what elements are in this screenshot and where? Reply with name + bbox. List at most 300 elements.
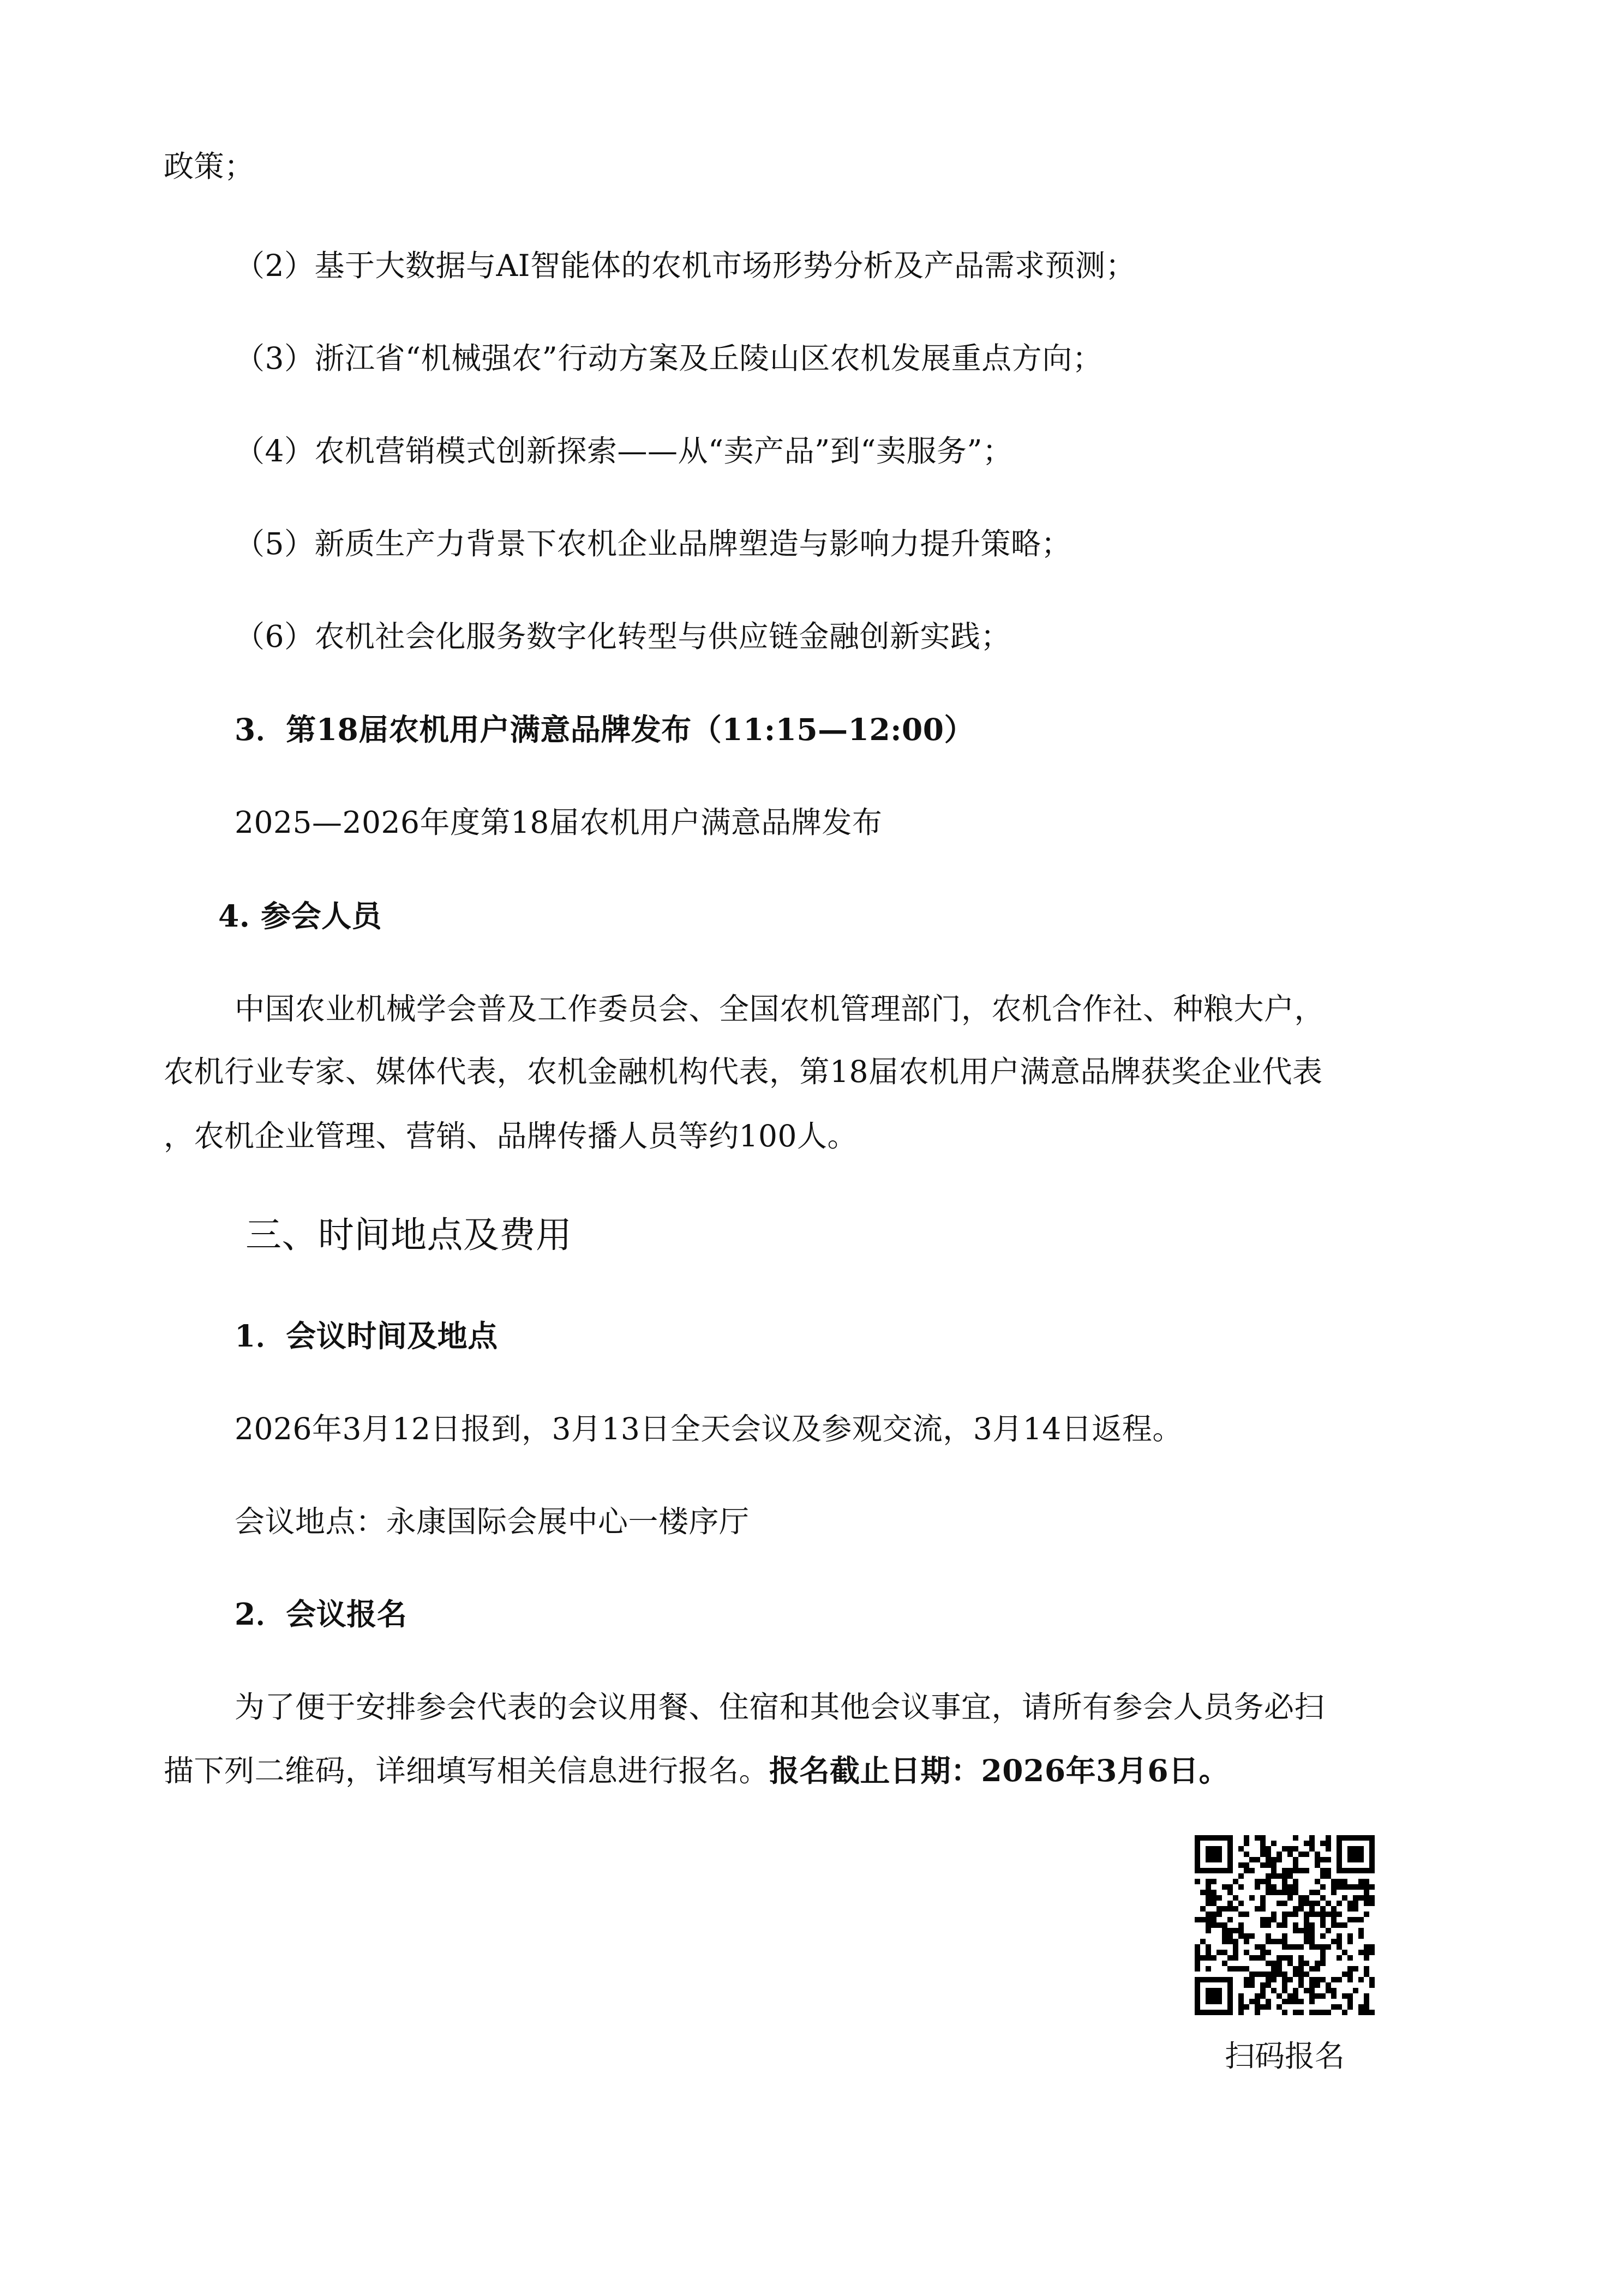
- qr-module: [1298, 1982, 1304, 1988]
- qr-module: [1277, 1972, 1282, 1977]
- qr-module: [1304, 1852, 1309, 1857]
- qr-module: [1347, 1999, 1353, 2004]
- qr-module: [1326, 1944, 1331, 1950]
- qr-module: [1238, 2004, 1244, 2010]
- topic-item-3: （3）浙江省“机械强农”行动方案及丘陵山区农机发展重点方向；: [235, 341, 1103, 376]
- qr-module: [1266, 1999, 1271, 2004]
- qr-module: [1238, 1862, 1244, 1868]
- qr-module: [1271, 1988, 1277, 1993]
- qr-module: [1282, 1884, 1287, 1890]
- qr-module: [1195, 1950, 1200, 1955]
- qr-module: [1244, 1977, 1249, 1982]
- qr-module: [1206, 1966, 1211, 1972]
- qr-module: [1293, 1846, 1298, 1852]
- qr-module: [1315, 1961, 1320, 1966]
- qr-module: [1315, 1857, 1320, 1862]
- qr-module: [1260, 1917, 1266, 1922]
- qr-module: [1238, 1884, 1244, 1890]
- qr-module: [1347, 1939, 1353, 1944]
- qr-module: [1358, 1879, 1364, 1884]
- qr-module: [1260, 1841, 1266, 1846]
- qr-module: [1358, 1917, 1364, 1922]
- qr-module: [1304, 1901, 1309, 1906]
- qr-module: [1244, 1933, 1249, 1939]
- qr-module: [1244, 2004, 1249, 2010]
- registration-instruction: 描下列二维码，详细填写相关信息进行报名。: [164, 1753, 770, 1788]
- qr-module: [1358, 2010, 1364, 2015]
- qr-module: [1353, 1988, 1358, 1993]
- qr-module: [1337, 1884, 1342, 1890]
- qr-module: [1249, 1933, 1255, 1939]
- qr-module: [1282, 1846, 1287, 1852]
- qr-module: [1287, 1868, 1293, 1873]
- qr-module: [1320, 1977, 1326, 1982]
- qr-module: [1369, 1901, 1375, 1906]
- qr-module: [1266, 1862, 1271, 1868]
- qr-module: [1227, 1955, 1233, 1961]
- qr-module: [1320, 1884, 1326, 1890]
- qr-module: [1364, 1895, 1369, 1901]
- qr-module: [1320, 1873, 1326, 1879]
- qr-module: [1364, 2004, 1369, 2010]
- meeting-place-text: 会议地点：永康国际会展中心一楼序厅: [235, 1504, 750, 1539]
- qr-module: [1233, 1966, 1238, 1972]
- qr-module: [1227, 1928, 1233, 1933]
- qr-module: [1320, 1922, 1326, 1928]
- qr-module: [1277, 1873, 1282, 1879]
- qr-module: [1211, 1890, 1216, 1895]
- qr-module: [1238, 1966, 1244, 1972]
- qr-module: [1277, 1955, 1282, 1961]
- qr-module: [1227, 1884, 1233, 1890]
- qr-module: [1249, 1857, 1255, 1862]
- qr-module: [1195, 1917, 1200, 1922]
- qr-module: [1277, 1961, 1282, 1966]
- qr-module: [1353, 1895, 1358, 1901]
- qr-module: [1255, 1955, 1260, 1961]
- qr-module: [1309, 1999, 1315, 2004]
- qr-module: [1315, 1852, 1320, 1857]
- qr-module: [1206, 1928, 1211, 1933]
- qr-module: [1326, 1988, 1331, 1993]
- qr-module: [1298, 2010, 1304, 2015]
- qr-module: [1216, 1912, 1222, 1917]
- qr-module: [1315, 1890, 1320, 1895]
- qr-module: [1255, 1857, 1260, 1862]
- qr-module: [1195, 1944, 1200, 1950]
- qr-module: [1364, 1944, 1369, 1950]
- qr-module: [1293, 1944, 1298, 1950]
- qr-module: [1233, 1944, 1238, 1950]
- qr-module: [1282, 1879, 1287, 1884]
- topic-item-2: （2）基于大数据与AI智能体的农机市场形势分析及产品需求预测；: [235, 248, 1136, 283]
- qr-module: [1266, 1939, 1271, 1944]
- qr-module: [1369, 1977, 1375, 1982]
- section3-body: 2025—2026年度第18届农机用户满意品牌发布: [235, 805, 883, 840]
- qr-module: [1298, 1944, 1304, 1950]
- registration-line-1: 为了便于安排参会代表的会议用餐、住宿和其他会议事宜，请所有参会人员务必扫: [235, 1690, 1325, 1724]
- qr-module: [1271, 1841, 1277, 1846]
- qr-module: [1287, 1912, 1293, 1917]
- qr-module: [1266, 1846, 1271, 1852]
- qr-caption: 扫码报名: [1225, 2039, 1345, 2073]
- topic-item-4: （4）农机营销模式创新探索——从“卖产品”到“卖服务”；: [235, 434, 1013, 468]
- qr-module: [1304, 1895, 1309, 1901]
- qr-module: [1249, 1999, 1255, 2004]
- participants-line-2: 农机行业专家、媒体代表，农机金融机构代表，第18届农机用户满意品牌获奖企业代表: [164, 1054, 1323, 1089]
- qr-module: [1244, 1982, 1249, 1988]
- qr-module: [1244, 1939, 1249, 1944]
- qr-module: [1331, 1884, 1337, 1890]
- qr-module: [1271, 1873, 1277, 1879]
- qr-module: [1320, 1857, 1326, 1862]
- qr-module: [1309, 1966, 1315, 1972]
- qr-module: [1238, 1922, 1244, 1928]
- qr-module: [1238, 1846, 1244, 1852]
- qr-module: [1342, 1884, 1347, 1890]
- qr-module: [1282, 1939, 1287, 1944]
- qr-module: [1315, 2010, 1320, 2015]
- qr-module: [1238, 1901, 1244, 1906]
- qr-module: [1266, 1879, 1271, 1884]
- qr-module: [1266, 1950, 1271, 1955]
- qr-module: [1309, 1944, 1315, 1950]
- qr-module: [1249, 1895, 1255, 1901]
- qr-module: [1337, 2004, 1342, 2010]
- qr-module: [1358, 1895, 1364, 1901]
- qr-module: [1337, 1922, 1342, 1928]
- qr-module: [1293, 1879, 1298, 1884]
- qr-module: [1244, 1862, 1249, 1868]
- qr-module: [1320, 1933, 1326, 1939]
- qr-module: [1298, 1895, 1304, 1901]
- qr-module: [1347, 1993, 1353, 1999]
- qr-module: [1304, 1917, 1309, 1922]
- qr-module: [1369, 1950, 1375, 1955]
- qr-module: [1266, 1933, 1271, 1939]
- qr-module: [1358, 1950, 1364, 1955]
- qr-module: [1331, 1993, 1337, 1999]
- qr-module: [1266, 1884, 1271, 1890]
- qr-module: [1233, 1955, 1238, 1961]
- qr-module: [1331, 1890, 1337, 1895]
- qr-module: [1200, 1917, 1206, 1922]
- qr-module: [1320, 1868, 1326, 1873]
- qr-module: [1271, 1972, 1277, 1977]
- qr-module: [1337, 1939, 1342, 1944]
- qr-module: [1238, 1928, 1244, 1933]
- qr-module: [1206, 1890, 1211, 1895]
- qr-module: [1293, 1868, 1298, 1873]
- qr-module: [1342, 1993, 1347, 1999]
- qr-module: [1315, 1982, 1320, 1988]
- qr-code-icon[interactable]: [1195, 1835, 1375, 2015]
- qr-module: [1260, 1972, 1266, 1977]
- qr-module: [1260, 1895, 1266, 1901]
- qr-module: [1326, 1868, 1331, 1873]
- qr-module: [1282, 1972, 1287, 1977]
- qr-module: [1222, 1939, 1227, 1944]
- qr-module: [1282, 1944, 1287, 1950]
- qr-module: [1206, 1901, 1211, 1906]
- qr-module: [1255, 1972, 1260, 1977]
- qr-module: [1331, 1879, 1337, 1884]
- qr-module: [1358, 1933, 1364, 1939]
- qr-module: [1342, 2010, 1347, 2015]
- qr-module: [1293, 1835, 1298, 1841]
- qr-module: [1216, 1950, 1222, 1955]
- qr-module: [1287, 1977, 1293, 1982]
- qr-module: [1337, 1955, 1342, 1961]
- qr-module: [1266, 1922, 1271, 1928]
- qr-module: [1342, 1895, 1347, 1901]
- qr-module: [1233, 1928, 1238, 1933]
- qr-module: [1277, 1890, 1282, 1895]
- qr-module: [1337, 1933, 1342, 1939]
- qr-module: [1195, 1961, 1200, 1966]
- qr-module: [1326, 1841, 1331, 1846]
- qr-module: [1255, 1999, 1260, 2004]
- qr-module: [1353, 1966, 1358, 1972]
- qr-module: [1282, 1873, 1287, 1879]
- participants-line-1: 中国农业机械学会普及工作委员会、全国农机管理部门，农机合作社、种粮大户，: [235, 991, 1325, 1026]
- qr-module: [1326, 1873, 1331, 1879]
- qr-module: [1266, 2004, 1271, 2010]
- qr-module: [1315, 1993, 1320, 1999]
- qr-module: [1304, 1841, 1309, 1846]
- qr-module: [1271, 1977, 1277, 1982]
- qr-module: [1309, 1977, 1315, 1982]
- qr-module: [1287, 1890, 1293, 1895]
- qr-module: [1309, 1982, 1315, 1988]
- qr-module: [1337, 1944, 1342, 1950]
- qr-module: [1326, 1846, 1331, 1852]
- qr-module: [1271, 1890, 1277, 1895]
- qr-module: [1320, 1917, 1326, 1922]
- qr-module: [1298, 1961, 1304, 1966]
- section3-heading: 3．第18届农机用户满意品牌发布（11:15—12:00）: [235, 712, 975, 747]
- qr-module: [1320, 1841, 1326, 1846]
- qr-module: [1342, 1922, 1347, 1928]
- qr-module: [1266, 1852, 1271, 1857]
- qr-module: [1266, 1857, 1271, 1862]
- qr-module: [1331, 1917, 1337, 1922]
- qr-module: [1309, 1928, 1315, 1933]
- qr-module: [1347, 2004, 1353, 2010]
- qr-module: [1331, 1922, 1337, 1928]
- continuation-text: 政策；: [164, 149, 255, 184]
- qr-module: [1309, 1835, 1315, 1841]
- qr-module: [1206, 1917, 1211, 1922]
- qr-module: [1287, 1993, 1293, 1999]
- qr-module: [1298, 1972, 1304, 1977]
- qr-module: [1260, 1922, 1266, 1928]
- qr-module: [1282, 1955, 1287, 1961]
- qr-module: [1331, 2004, 1337, 2010]
- meeting-time-text: 2026年3月12日报到，3月13日全天会议及参观交流，3月14日返程。: [235, 1411, 1183, 1446]
- qr-module: [1271, 1857, 1277, 1862]
- qr-module: [1233, 1879, 1238, 1884]
- qr-module: [1320, 1993, 1326, 1999]
- qr-module: [1364, 1955, 1369, 1961]
- qr-module: [1277, 1852, 1282, 1857]
- qr-module: [1282, 1868, 1287, 1873]
- qr-module: [1320, 1950, 1326, 1955]
- qr-module: [1249, 1972, 1255, 1977]
- qr-module: [1271, 1912, 1277, 1917]
- qr-module: [1309, 1901, 1315, 1906]
- qr-module: [1222, 1950, 1227, 1955]
- qr-module: [1238, 2010, 1244, 2015]
- qr-module: [1222, 1928, 1227, 1933]
- qr-module: [1369, 1884, 1375, 1890]
- qr-module: [1293, 1884, 1298, 1890]
- qr-module: [1309, 1939, 1315, 1944]
- qr-module: [1266, 1890, 1271, 1895]
- qr-module: [1222, 1884, 1227, 1890]
- qr-module: [1342, 1879, 1347, 1884]
- qr-module: [1287, 1961, 1293, 1966]
- qr-module: [1298, 1906, 1304, 1912]
- qr-module: [1369, 1895, 1375, 1901]
- qr-module: [1287, 1846, 1293, 1852]
- qr-module: [1206, 1922, 1211, 1928]
- qr-module: [1260, 1950, 1266, 1955]
- qr-module: [1244, 1835, 1249, 1841]
- qr-module: [1260, 1862, 1266, 1868]
- qr-module: [1260, 1846, 1266, 1852]
- qr-module: [1326, 2010, 1331, 2015]
- qr-module: [1337, 1901, 1342, 1906]
- qr-module: [1347, 1901, 1353, 1906]
- qr-module: [1206, 1912, 1211, 1917]
- qr-module: [1287, 1895, 1293, 1901]
- qr-module: [1342, 1950, 1347, 1955]
- qr-module: [1309, 1912, 1315, 1917]
- qr-module: [1266, 1982, 1271, 1988]
- qr-module: [1211, 1955, 1216, 1961]
- qr-module: [1255, 1906, 1260, 1912]
- qr-module: [1271, 1884, 1277, 1890]
- qr-module: [1293, 1857, 1298, 1862]
- qr-module: [1206, 1884, 1211, 1890]
- qr-module: [1358, 1928, 1364, 1933]
- qr-module: [1369, 1982, 1375, 1988]
- qr-module: [1216, 1906, 1222, 1912]
- qr-module: [1255, 1879, 1260, 1884]
- qr-module: [1309, 1933, 1315, 1939]
- qr-module: [1326, 1857, 1331, 1862]
- qr-module: [1282, 1982, 1287, 1988]
- qr-module: [1206, 1944, 1211, 1950]
- chapter3-heading: 三、时间地点及费用: [245, 1214, 572, 1256]
- qr-module: [1200, 1890, 1206, 1895]
- qr-module: [1244, 1868, 1249, 1873]
- qr-module: [1287, 1873, 1293, 1879]
- qr-module: [1260, 1835, 1266, 1841]
- qr-module: [1309, 1841, 1315, 1846]
- qr-module: [1216, 1922, 1222, 1928]
- qr-module: [1282, 1933, 1287, 1939]
- qr-module: [1282, 1999, 1287, 2004]
- qr-module: [1304, 1988, 1309, 1993]
- qr-module: [1282, 2010, 1287, 2015]
- qr-module: [1364, 1966, 1369, 1972]
- qr-module: [1255, 1944, 1260, 1950]
- qr-module: [1358, 2004, 1364, 2010]
- qr-module: [1304, 1922, 1309, 1928]
- qr-module: [1277, 1966, 1282, 1972]
- qr-module: [1347, 1917, 1353, 1922]
- qr-module: [1309, 1890, 1315, 1895]
- qr-module: [1200, 1955, 1206, 1961]
- qr-module: [1293, 1999, 1298, 2004]
- qr-module: [1347, 1972, 1353, 1977]
- qr-module: [1282, 1901, 1287, 1906]
- qr-module: [1233, 1895, 1238, 1901]
- qr-module: [1304, 1933, 1309, 1939]
- qr-module: [1315, 1901, 1320, 1906]
- qr-module: [1298, 1928, 1304, 1933]
- qr-module: [1233, 1906, 1238, 1912]
- qr-module: [1320, 1955, 1326, 1961]
- qr-module: [1304, 1928, 1309, 1933]
- qr-module: [1211, 1901, 1216, 1906]
- qr-module: [1293, 2010, 1298, 2015]
- qr-module: [1293, 1966, 1298, 1972]
- qr-module: [1364, 1993, 1369, 1999]
- qr-module: [1347, 1884, 1353, 1890]
- qr-module: [1282, 1912, 1287, 1917]
- qr-module: [1266, 1917, 1271, 1922]
- qr-module: [1337, 1912, 1342, 1917]
- qr-module: [1211, 1922, 1216, 1928]
- qr-module: [1331, 1912, 1337, 1917]
- qr-module: [1249, 1955, 1255, 1961]
- qr-module: [1353, 1917, 1358, 1922]
- qr-module: [1304, 1912, 1309, 1917]
- qr-module: [1282, 1922, 1287, 1928]
- qr-module: [1293, 1993, 1298, 1999]
- qr-module: [1282, 1977, 1287, 1982]
- qr-module: [1298, 1999, 1304, 2004]
- qr-module: [1364, 1972, 1369, 1977]
- qr-module: [1320, 1895, 1326, 1901]
- qr-module: [1364, 1912, 1369, 1917]
- qr-module: [1298, 1901, 1304, 1906]
- qr-module: [1298, 1977, 1304, 1982]
- qr-module: [1315, 1944, 1320, 1950]
- qr-module: [1364, 1879, 1369, 1884]
- qr-module: [1358, 1977, 1364, 1982]
- qr-module: [1287, 1944, 1293, 1950]
- registration-line-2: [164, 1752, 1229, 1790]
- qr-module: [1293, 1890, 1298, 1895]
- qr-module: [1315, 1966, 1320, 1972]
- qr-module: [1266, 1977, 1271, 1982]
- qr-module: [1277, 2004, 1282, 2010]
- qr-module: [1271, 1939, 1277, 1944]
- qr-module: [1255, 2010, 1260, 2015]
- qr-module: [1364, 1999, 1369, 2004]
- qr-module: [1331, 1939, 1337, 1944]
- qr-module: [1331, 1977, 1337, 1982]
- qr-module: [1364, 1890, 1369, 1895]
- qr-module: [1293, 1988, 1298, 1993]
- qr-module: [1287, 1852, 1293, 1857]
- qr-module: [1369, 2010, 1375, 2015]
- qr-module: [1320, 1944, 1326, 1950]
